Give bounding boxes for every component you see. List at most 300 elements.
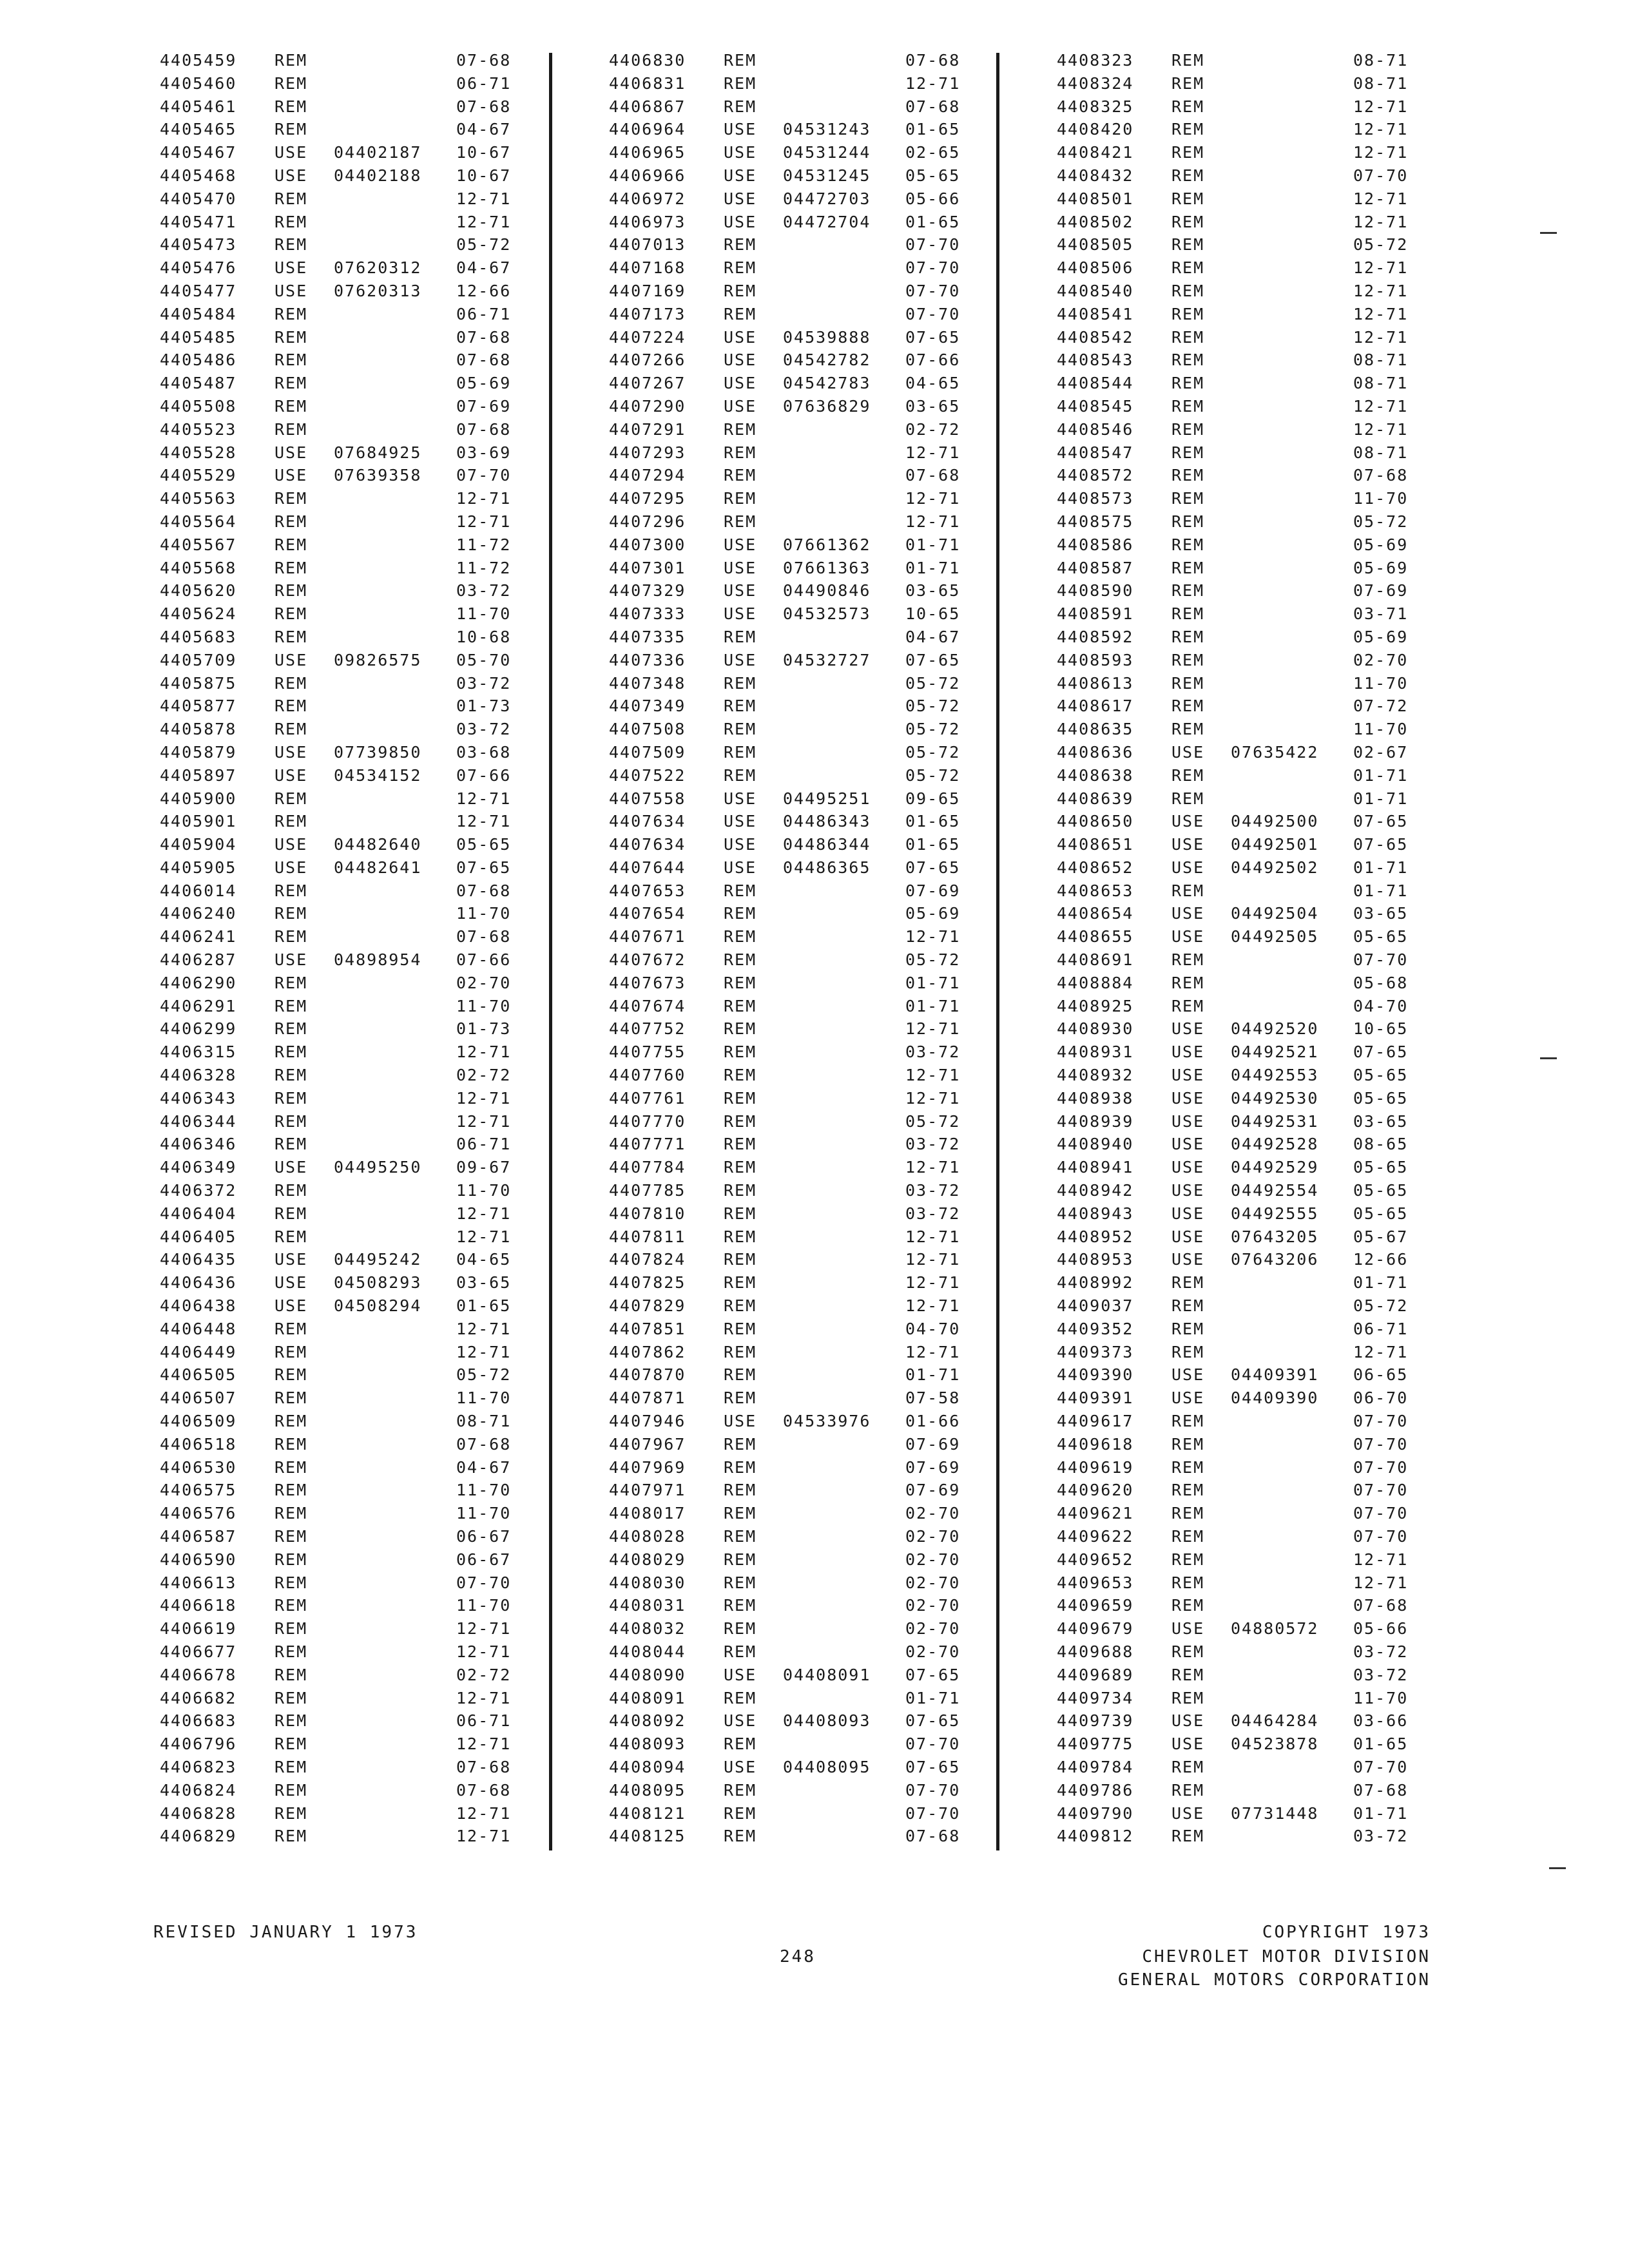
- effective-date: 07-69: [905, 1434, 961, 1454]
- effective-date: 11-72: [456, 535, 512, 554]
- part-row: [160, 303, 546, 326]
- replacement-part-number: 04508294: [334, 1296, 422, 1316]
- effective-date: 07-70: [905, 258, 961, 278]
- action-code: USE: [1171, 835, 1205, 854]
- part-number: 4408572: [1057, 466, 1134, 485]
- replacement-part-number: 04402188: [334, 166, 422, 185]
- part-number: 4407870: [609, 1365, 686, 1385]
- effective-date: 11-70: [456, 1181, 512, 1200]
- replacement-part-number: 07639358: [334, 466, 422, 485]
- part-number: 4408575: [1057, 512, 1134, 531]
- action-code: REM: [275, 1319, 308, 1338]
- action-code: USE: [724, 1757, 757, 1776]
- part-number: 4405563: [160, 489, 237, 508]
- action-code: USE: [275, 742, 308, 762]
- effective-date: 07-69: [1353, 581, 1409, 601]
- replacement-part-number: 07620313: [334, 281, 422, 300]
- effective-date: 12-71: [905, 73, 961, 93]
- part-row: [609, 1802, 996, 1825]
- action-code: USE: [1171, 1066, 1205, 1085]
- action-code: REM: [724, 1573, 757, 1592]
- effective-date: 12-71: [456, 812, 512, 831]
- part-number: 4407946: [609, 1412, 686, 1431]
- part-number: 4408573: [1057, 489, 1134, 508]
- part-row: [609, 1087, 996, 1110]
- part-row: [1057, 1802, 1443, 1825]
- action-code: USE: [724, 396, 757, 416]
- action-code: USE: [724, 835, 757, 854]
- effective-date: 12-71: [456, 1204, 512, 1223]
- part-number: 4406619: [160, 1619, 237, 1639]
- part-number: 4408505: [1057, 235, 1134, 255]
- effective-date: 07-66: [456, 765, 512, 785]
- part-number: 4407851: [609, 1319, 686, 1338]
- effective-date: 12-71: [456, 1342, 512, 1361]
- part-row: [1057, 1594, 1443, 1617]
- replacement-part-number: 04409391: [1231, 1365, 1319, 1385]
- action-code: USE: [275, 1296, 308, 1316]
- part-number: 4405467: [160, 143, 237, 162]
- action-code: USE: [724, 1665, 757, 1684]
- action-code: REM: [275, 927, 308, 947]
- part-row: [609, 1664, 996, 1687]
- part-row: [1057, 49, 1443, 72]
- effective-date: 12-71: [1353, 1573, 1409, 1592]
- action-code: REM: [275, 489, 308, 508]
- part-number: 4409659: [1057, 1596, 1134, 1615]
- effective-date: 03-71: [1353, 604, 1409, 624]
- effective-date: 05-65: [1353, 1088, 1409, 1108]
- action-code: USE: [1171, 1250, 1205, 1269]
- part-row: [609, 1271, 996, 1294]
- action-code: USE: [1171, 927, 1205, 947]
- part-number: 4408653: [1057, 881, 1134, 900]
- action-code: REM: [1171, 673, 1205, 693]
- effective-date: 04-65: [456, 1250, 512, 1269]
- action-code: REM: [724, 1596, 757, 1615]
- part-row: [1057, 141, 1443, 164]
- action-code: REM: [275, 304, 308, 323]
- part-number: 4409790: [1057, 1803, 1134, 1823]
- part-row: [609, 1779, 996, 1802]
- action-code: REM: [275, 1135, 308, 1154]
- effective-date: 06-71: [456, 304, 512, 323]
- replacement-part-number: 04482640: [334, 835, 422, 854]
- part-number: 4405465: [160, 120, 237, 139]
- part-row: [160, 326, 546, 349]
- part-number: 4407300: [609, 535, 686, 554]
- part-number: 4406507: [160, 1389, 237, 1408]
- effective-date: 08-65: [1353, 1135, 1409, 1154]
- action-code: REM: [1171, 1757, 1205, 1776]
- part-number: 4408545: [1057, 396, 1134, 416]
- action-code: REM: [275, 812, 308, 831]
- effective-date: 12-71: [1353, 396, 1409, 416]
- part-number: 4409688: [1057, 1642, 1134, 1661]
- action-code: REM: [724, 443, 757, 462]
- effective-date: 07-70: [905, 1735, 961, 1754]
- action-code: REM: [275, 512, 308, 531]
- part-number: 4408636: [1057, 742, 1134, 762]
- part-row: [160, 1248, 546, 1271]
- part-row: [1057, 1456, 1443, 1479]
- effective-date: 05-65: [905, 166, 961, 185]
- action-code: REM: [724, 973, 757, 992]
- part-number: 4405877: [160, 697, 237, 716]
- action-code: USE: [724, 143, 757, 162]
- effective-date: 12-71: [1353, 281, 1409, 300]
- action-code: REM: [1171, 1573, 1205, 1592]
- part-row: [160, 1640, 546, 1664]
- action-code: USE: [1171, 1619, 1205, 1639]
- part-row: [609, 972, 996, 995]
- action-code: REM: [275, 1043, 308, 1062]
- part-row: [609, 764, 996, 787]
- part-number: 4407558: [609, 789, 686, 808]
- replacement-part-number: 04492520: [1231, 1019, 1319, 1039]
- part-number: 4409391: [1057, 1389, 1134, 1408]
- effective-date: 06-71: [1353, 1319, 1409, 1338]
- effective-date: 07-68: [905, 1827, 961, 1846]
- part-number: 4406344: [160, 1111, 237, 1131]
- replacement-part-number: 04532727: [783, 650, 871, 669]
- effective-date: 11-70: [456, 1481, 512, 1500]
- part-number: 4406590: [160, 1550, 237, 1569]
- part-row: [609, 1433, 996, 1456]
- part-row: [160, 557, 546, 580]
- effective-date: 12-71: [905, 927, 961, 947]
- action-code: REM: [1171, 535, 1205, 554]
- part-number: 4405901: [160, 812, 237, 831]
- effective-date: 01-71: [905, 1688, 961, 1707]
- effective-date: 05-65: [1353, 927, 1409, 947]
- effective-date: 07-70: [905, 304, 961, 323]
- effective-date: 07-68: [1353, 1780, 1409, 1800]
- part-row: [1057, 718, 1443, 741]
- effective-date: 01-71: [1353, 881, 1409, 900]
- effective-date: 12-71: [905, 1342, 961, 1361]
- action-code: REM: [724, 1527, 757, 1546]
- action-code: REM: [275, 1665, 308, 1684]
- effective-date: 03-65: [1353, 904, 1409, 923]
- effective-date: 01-71: [905, 558, 961, 577]
- action-code: REM: [1171, 466, 1205, 485]
- effective-date: 03-66: [1353, 1711, 1409, 1731]
- part-row: [1057, 1064, 1443, 1087]
- part-row: [1057, 1502, 1443, 1525]
- action-code: REM: [275, 235, 308, 255]
- part-number: 4406966: [609, 166, 686, 185]
- effective-date: 07-70: [456, 1573, 512, 1592]
- replacement-part-number: 04531244: [783, 143, 871, 162]
- action-code: REM: [1171, 304, 1205, 323]
- part-number: 4408586: [1057, 535, 1134, 554]
- action-code: USE: [724, 789, 757, 808]
- effective-date: 01-73: [456, 1019, 512, 1039]
- part-number: 4406435: [160, 1250, 237, 1269]
- part-number: 4409689: [1057, 1665, 1134, 1684]
- replacement-part-number: 04472704: [783, 212, 871, 231]
- part-number: 4407634: [609, 835, 686, 854]
- part-number: 4407329: [609, 581, 686, 601]
- part-number: 4405486: [160, 351, 237, 370]
- part-row: [609, 787, 996, 811]
- part-number: 4406438: [160, 1296, 237, 1316]
- action-code: REM: [275, 1181, 308, 1200]
- part-row: [160, 533, 546, 557]
- part-row: [160, 1017, 546, 1041]
- action-code: REM: [1171, 235, 1205, 255]
- part-number: 4409620: [1057, 1481, 1134, 1500]
- part-number: 4408591: [1057, 604, 1134, 624]
- part-row: [609, 464, 996, 487]
- action-code: REM: [724, 304, 757, 323]
- part-row: [1057, 902, 1443, 925]
- part-row: [609, 510, 996, 533]
- action-code: REM: [275, 1227, 308, 1246]
- action-code: REM: [1171, 650, 1205, 669]
- part-row: [609, 1179, 996, 1202]
- part-row: [609, 925, 996, 948]
- action-code: REM: [724, 1365, 757, 1385]
- part-row: [1057, 441, 1443, 465]
- action-code: USE: [1171, 1088, 1205, 1108]
- part-number: 4407508: [609, 720, 686, 739]
- effective-date: 07-65: [905, 650, 961, 669]
- effective-date: 12-71: [456, 789, 512, 808]
- part-row: [1057, 1110, 1443, 1133]
- action-code: USE: [1171, 1735, 1205, 1754]
- effective-date: 02-72: [456, 1066, 512, 1085]
- replacement-part-number: 04495250: [334, 1158, 422, 1177]
- part-number: 4408940: [1057, 1135, 1134, 1154]
- effective-date: 12-71: [905, 1088, 961, 1108]
- part-number: 4405529: [160, 466, 237, 485]
- part-row: [160, 1571, 546, 1595]
- action-code: REM: [275, 1573, 308, 1592]
- replacement-part-number: 09826575: [334, 650, 422, 669]
- part-row: [160, 211, 546, 234]
- effective-date: 07-68: [1353, 466, 1409, 485]
- action-code: REM: [275, 1504, 308, 1523]
- part-number: 4406831: [609, 73, 686, 93]
- effective-date: 07-70: [905, 235, 961, 255]
- part-number: 4406299: [160, 1019, 237, 1039]
- effective-date: 06-71: [456, 73, 512, 93]
- effective-date: 12-71: [905, 512, 961, 531]
- effective-date: 09-67: [456, 1158, 512, 1177]
- part-row: [609, 1756, 996, 1779]
- part-number: 4408030: [609, 1573, 686, 1592]
- effective-date: 01-71: [1353, 765, 1409, 785]
- action-code: REM: [275, 1642, 308, 1661]
- replacement-part-number: 04533976: [783, 1412, 871, 1431]
- part-number: 4406830: [609, 51, 686, 70]
- part-number: 4409784: [1057, 1757, 1134, 1776]
- action-code: REM: [1171, 1596, 1205, 1615]
- part-number: 4406436: [160, 1273, 237, 1293]
- action-code: REM: [275, 673, 308, 693]
- action-code: REM: [1171, 327, 1205, 347]
- action-code: REM: [275, 73, 308, 93]
- action-code: USE: [724, 581, 757, 601]
- replacement-part-number: 07643205: [1231, 1227, 1319, 1246]
- action-code: REM: [275, 996, 308, 1015]
- part-row: [160, 164, 546, 187]
- effective-date: 07-69: [905, 881, 961, 900]
- part-row: [609, 1041, 996, 1064]
- part-row: [160, 948, 546, 972]
- part-row: [1057, 741, 1443, 764]
- effective-date: 12-71: [456, 1827, 512, 1846]
- effective-date: 08-71: [456, 1412, 512, 1431]
- effective-date: 12-71: [456, 1803, 512, 1823]
- part-row: [609, 1410, 996, 1433]
- action-code: USE: [724, 812, 757, 831]
- effective-date: 03-72: [905, 1181, 961, 1200]
- part-row: [1057, 1687, 1443, 1710]
- effective-date: 12-71: [1353, 258, 1409, 278]
- part-number: 4407761: [609, 1088, 686, 1108]
- part-row: [609, 1502, 996, 1525]
- part-row: [1057, 972, 1443, 995]
- part-row: [609, 833, 996, 856]
- part-number: 4407771: [609, 1135, 686, 1154]
- action-code: REM: [1171, 1665, 1205, 1684]
- part-row: [609, 741, 996, 764]
- part-row: [1057, 810, 1443, 833]
- effective-date: 07-69: [905, 1481, 961, 1500]
- part-number: 4408652: [1057, 858, 1134, 877]
- part-number: 4408941: [1057, 1158, 1134, 1177]
- effective-date: 08-71: [1353, 443, 1409, 462]
- effective-date: 07-69: [456, 396, 512, 416]
- part-row: [160, 349, 546, 372]
- action-code: REM: [1171, 1319, 1205, 1338]
- part-row: [160, 256, 546, 280]
- part-row: [609, 418, 996, 441]
- effective-date: 07-70: [1353, 950, 1409, 970]
- part-row: [160, 372, 546, 395]
- action-code: REM: [724, 419, 757, 439]
- replacement-part-number: 07684925: [334, 443, 422, 462]
- part-row: [160, 1479, 546, 1502]
- effective-date: 02-70: [905, 1596, 961, 1615]
- part-row: [609, 718, 996, 741]
- part-number: 4406682: [160, 1688, 237, 1707]
- replacement-part-number: 07661362: [783, 535, 871, 554]
- action-code: USE: [275, 281, 308, 300]
- part-row: [609, 303, 996, 326]
- effective-date: 07-68: [456, 327, 512, 347]
- part-number: 4405459: [160, 51, 237, 70]
- action-code: REM: [275, 374, 308, 393]
- part-row: [609, 1202, 996, 1225]
- effective-date: 10-65: [905, 604, 961, 624]
- part-number: 4409622: [1057, 1527, 1134, 1546]
- part-number: 4408547: [1057, 443, 1134, 462]
- replacement-part-number: 04490846: [783, 581, 871, 601]
- action-code: USE: [1171, 1043, 1205, 1062]
- part-row: [160, 510, 546, 533]
- copyright-line: COPYRIGHT 1973: [1262, 1923, 1431, 1942]
- action-code: REM: [275, 1527, 308, 1546]
- effective-date: 10-68: [456, 627, 512, 646]
- part-number: 4405683: [160, 627, 237, 646]
- action-code: REM: [275, 604, 308, 624]
- part-row: [609, 948, 996, 972]
- replacement-part-number: 04402187: [334, 143, 422, 162]
- replacement-part-number: 04408095: [783, 1757, 871, 1776]
- action-code: USE: [1171, 1204, 1205, 1223]
- part-number: 4406965: [609, 143, 686, 162]
- effective-date: 04-67: [456, 120, 512, 139]
- part-number: 4408323: [1057, 51, 1134, 70]
- part-number: 4406576: [160, 1504, 237, 1523]
- effective-date: 05-69: [1353, 535, 1409, 554]
- part-number: 4406828: [160, 1803, 237, 1823]
- action-code: REM: [1171, 143, 1205, 162]
- part-number: 4407673: [609, 973, 686, 992]
- effective-date: 01-65: [905, 120, 961, 139]
- action-code: USE: [724, 212, 757, 231]
- action-code: REM: [724, 1434, 757, 1454]
- part-number: 4409617: [1057, 1412, 1134, 1431]
- part-number: 4408952: [1057, 1227, 1134, 1246]
- action-code: REM: [275, 1711, 308, 1731]
- effective-date: 03-68: [456, 742, 512, 762]
- effective-date: 05-72: [905, 673, 961, 693]
- action-code: REM: [275, 627, 308, 646]
- action-code: REM: [724, 742, 757, 762]
- part-number: 4405460: [160, 73, 237, 93]
- action-code: USE: [724, 120, 757, 139]
- effective-date: 07-70: [1353, 1527, 1409, 1546]
- action-code: REM: [724, 927, 757, 947]
- replacement-part-number: 04542782: [783, 351, 871, 370]
- effective-date: 05-72: [1353, 235, 1409, 255]
- part-row: [609, 141, 996, 164]
- replacement-part-number: 04486365: [783, 858, 871, 877]
- part-row: [1057, 233, 1443, 256]
- action-code: USE: [1171, 812, 1205, 831]
- part-row: [1057, 1479, 1443, 1502]
- effective-date: 01-71: [1353, 789, 1409, 808]
- part-row: [609, 211, 996, 234]
- effective-date: 01-65: [905, 835, 961, 854]
- part-row: [1057, 1133, 1443, 1156]
- effective-date: 04-65: [905, 374, 961, 393]
- part-number: 4405473: [160, 235, 237, 255]
- action-code: REM: [275, 1066, 308, 1085]
- part-row: [160, 695, 546, 718]
- effective-date: 11-72: [456, 558, 512, 577]
- effective-date: 12-71: [1353, 143, 1409, 162]
- part-number: 4406824: [160, 1780, 237, 1800]
- part-row: [609, 372, 996, 395]
- action-code: REM: [724, 489, 757, 508]
- action-code: REM: [275, 97, 308, 116]
- part-number: 4408091: [609, 1688, 686, 1707]
- replacement-part-number: 04492504: [1231, 904, 1319, 923]
- part-row: [609, 487, 996, 510]
- part-number: 4409390: [1057, 1365, 1134, 1385]
- part-number: 4408421: [1057, 143, 1134, 162]
- part-number: 4406796: [160, 1735, 237, 1754]
- effective-date: 11-70: [1353, 489, 1409, 508]
- effective-date: 05-72: [905, 765, 961, 785]
- effective-date: 12-66: [456, 281, 512, 300]
